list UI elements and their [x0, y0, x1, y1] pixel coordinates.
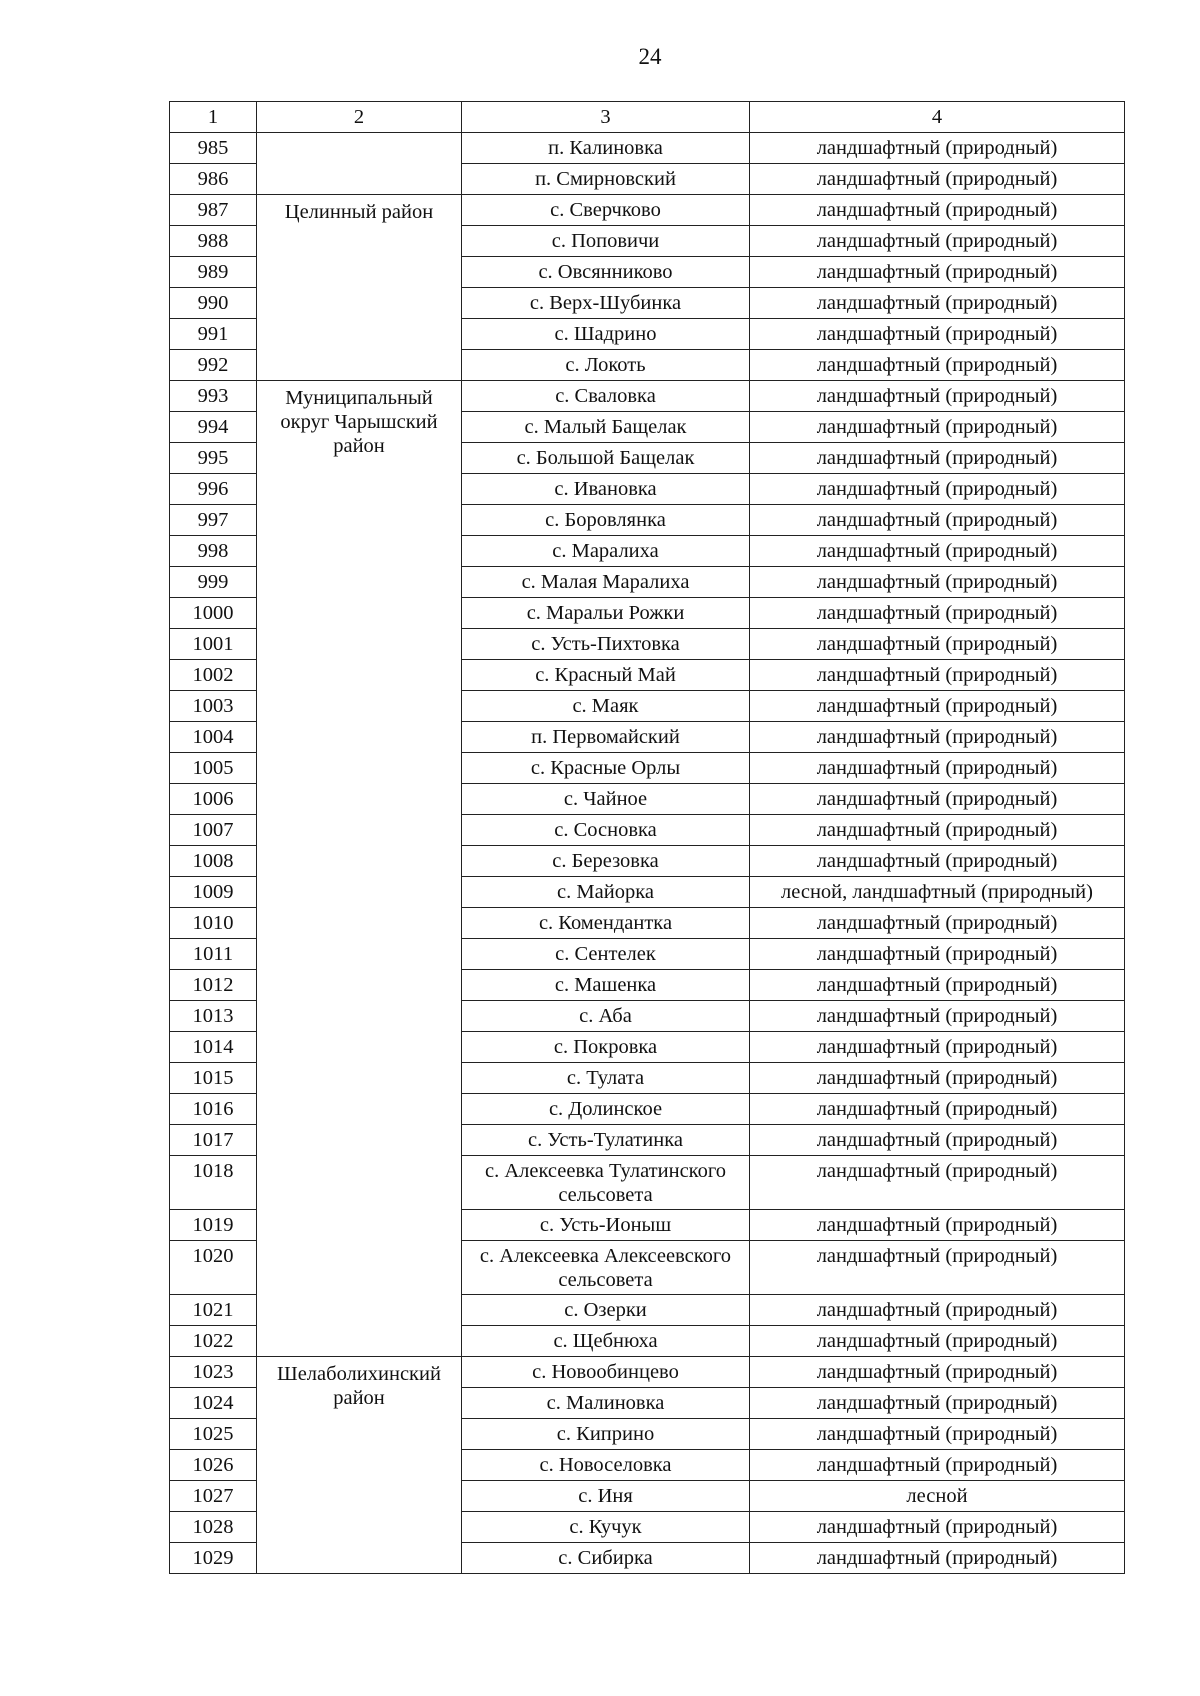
- type-cell: ландшафтный (природный): [750, 1388, 1125, 1419]
- table-row: [170, 1357, 1125, 1388]
- row-number: 1026: [170, 1450, 257, 1481]
- type-cell: ландшафтный (природный): [750, 908, 1125, 939]
- row-number: 986: [170, 164, 257, 195]
- row-number: 1005: [170, 753, 257, 784]
- type-cell: лесной: [750, 1481, 1125, 1512]
- row-number: 990: [170, 288, 257, 319]
- settlement-cell: с. Малиновка: [462, 1388, 750, 1419]
- row-number: 1001: [170, 629, 257, 660]
- type-cell: ландшафтный (природный): [750, 1094, 1125, 1125]
- settlement-cell: с. Тулата: [462, 1063, 750, 1094]
- type-cell: ландшафтный (природный): [750, 288, 1125, 319]
- settlement-cell: с. Верх-Шубинка: [462, 288, 750, 319]
- district-cell: Муниципальный округ Чарышский район: [257, 381, 462, 1357]
- row-number: 1000: [170, 598, 257, 629]
- settlement-cell: п. Калиновка: [462, 133, 750, 164]
- settlement-cell: с. Маральи Рожки: [462, 598, 750, 629]
- type-cell: ландшафтный (природный): [750, 381, 1125, 412]
- settlement-cell: с. Малая Маралиха: [462, 567, 750, 598]
- district-cell: Шелаболихинский район: [257, 1357, 462, 1574]
- district-cell: [257, 133, 462, 195]
- type-cell: ландшафтный (природный): [750, 1063, 1125, 1094]
- row-number: 1010: [170, 908, 257, 939]
- type-cell: ландшафтный (природный): [750, 505, 1125, 536]
- type-cell: ландшафтный (природный): [750, 1001, 1125, 1032]
- table-row: [170, 381, 1125, 412]
- type-cell: ландшафтный (природный): [750, 753, 1125, 784]
- settlement-cell: п. Смирновский: [462, 164, 750, 195]
- row-number: 1021: [170, 1295, 257, 1326]
- settlement-cell: с. Машенка: [462, 970, 750, 1001]
- settlement-cell: с. Щебнюха: [462, 1326, 750, 1357]
- row-number: 1017: [170, 1125, 257, 1156]
- type-cell: ландшафтный (природный): [750, 350, 1125, 381]
- row-number: 1020: [170, 1241, 257, 1295]
- row-number: 1025: [170, 1419, 257, 1450]
- column-header-4: 4: [750, 102, 1125, 133]
- type-cell: ландшафтный (природный): [750, 598, 1125, 629]
- type-cell: ландшафтный (природный): [750, 1450, 1125, 1481]
- row-number: 1016: [170, 1094, 257, 1125]
- type-cell: ландшафтный (природный): [750, 567, 1125, 598]
- row-number: 1019: [170, 1210, 257, 1241]
- row-number: 993: [170, 381, 257, 412]
- settlement-cell: с. Поповичи: [462, 226, 750, 257]
- settlement-cell: с. Овсянниково: [462, 257, 750, 288]
- settlement-cell: с. Усть-Пихтовка: [462, 629, 750, 660]
- type-cell: лесной, ландшафтный (природный): [750, 877, 1125, 908]
- row-number: 1014: [170, 1032, 257, 1063]
- column-header-3: 3: [462, 102, 750, 133]
- row-number: 1022: [170, 1326, 257, 1357]
- settlement-cell: с. Усть-Ионыш: [462, 1210, 750, 1241]
- row-number: 1024: [170, 1388, 257, 1419]
- settlement-cell: с. Красные Орлы: [462, 753, 750, 784]
- type-cell: ландшафтный (природный): [750, 1357, 1125, 1388]
- type-cell: ландшафтный (природный): [750, 1156, 1125, 1210]
- type-cell: ландшафтный (природный): [750, 443, 1125, 474]
- row-number: 999: [170, 567, 257, 598]
- settlement-cell: с. Сентелек: [462, 939, 750, 970]
- column-header-2: 2: [257, 102, 462, 133]
- settlement-cell: п. Первомайский: [462, 722, 750, 753]
- settlement-cell: с. Боровлянка: [462, 505, 750, 536]
- settlement-cell: с. Березовка: [462, 846, 750, 877]
- settlement-cell: с. Новоселовка: [462, 1450, 750, 1481]
- settlement-cell: с. Новообинцево: [462, 1357, 750, 1388]
- type-cell: ландшафтный (природный): [750, 784, 1125, 815]
- type-cell: ландшафтный (природный): [750, 195, 1125, 226]
- row-number: 996: [170, 474, 257, 505]
- row-number: 995: [170, 443, 257, 474]
- row-number: 1007: [170, 815, 257, 846]
- row-number: 1012: [170, 970, 257, 1001]
- type-cell: ландшафтный (природный): [750, 1326, 1125, 1357]
- settlement-cell: с. Комендантка: [462, 908, 750, 939]
- type-cell: ландшафтный (природный): [750, 970, 1125, 1001]
- row-number: 1004: [170, 722, 257, 753]
- row-number: 992: [170, 350, 257, 381]
- row-number: 1027: [170, 1481, 257, 1512]
- settlements-table: [169, 101, 1125, 1574]
- row-number: 991: [170, 319, 257, 350]
- row-number: 994: [170, 412, 257, 443]
- type-cell: ландшафтный (природный): [750, 846, 1125, 877]
- type-cell: ландшафтный (природный): [750, 1512, 1125, 1543]
- settlement-cell: с. Сверчково: [462, 195, 750, 226]
- row-number: 1008: [170, 846, 257, 877]
- row-number: 997: [170, 505, 257, 536]
- type-cell: ландшафтный (природный): [750, 939, 1125, 970]
- type-cell: ландшафтный (природный): [750, 1125, 1125, 1156]
- settlement-cell: с. Ивановка: [462, 474, 750, 505]
- settlement-cell: с. Сибирка: [462, 1543, 750, 1574]
- type-cell: ландшафтный (природный): [750, 660, 1125, 691]
- row-number: 1018: [170, 1156, 257, 1210]
- settlement-cell: с. Большой Бащелак: [462, 443, 750, 474]
- settlement-cell: с. Озерки: [462, 1295, 750, 1326]
- settlement-cell: с. Красный Май: [462, 660, 750, 691]
- type-cell: ландшафтный (природный): [750, 815, 1125, 846]
- row-number: 988: [170, 226, 257, 257]
- row-number: 1029: [170, 1543, 257, 1574]
- row-number: 1011: [170, 939, 257, 970]
- type-cell: ландшафтный (природный): [750, 1295, 1125, 1326]
- type-cell: ландшафтный (природный): [750, 319, 1125, 350]
- type-cell: ландшафтный (природный): [750, 164, 1125, 195]
- settlement-cell: с. Усть-Тулатинка: [462, 1125, 750, 1156]
- settlement-cell: с. Сваловка: [462, 381, 750, 412]
- table-body: [170, 133, 1125, 1574]
- type-cell: ландшафтный (природный): [750, 722, 1125, 753]
- row-number: 989: [170, 257, 257, 288]
- settlement-cell: с. Шадрино: [462, 319, 750, 350]
- row-number: 998: [170, 536, 257, 567]
- type-cell: ландшафтный (природный): [750, 1241, 1125, 1295]
- type-cell: ландшафтный (природный): [750, 474, 1125, 505]
- type-cell: ландшафтный (природный): [750, 226, 1125, 257]
- settlement-cell: с. Сосновка: [462, 815, 750, 846]
- settlement-cell: с. Иня: [462, 1481, 750, 1512]
- row-number: 985: [170, 133, 257, 164]
- settlement-cell: с. Кучук: [462, 1512, 750, 1543]
- type-cell: ландшафтный (природный): [750, 536, 1125, 567]
- settlement-cell: с. Майорка: [462, 877, 750, 908]
- settlement-cell: с. Локоть: [462, 350, 750, 381]
- type-cell: ландшафтный (природный): [750, 133, 1125, 164]
- page-number: 24: [638, 44, 662, 69]
- settlement-cell: с. Алексеевка Алексеевского сельсовета: [462, 1241, 750, 1295]
- table-row: [170, 195, 1125, 226]
- settlement-cell: с. Маралиха: [462, 536, 750, 567]
- type-cell: ландшафтный (природный): [750, 1032, 1125, 1063]
- row-number: 1009: [170, 877, 257, 908]
- settlement-cell: с. Покровка: [462, 1032, 750, 1063]
- settlement-cell: с. Аба: [462, 1001, 750, 1032]
- row-number: 1028: [170, 1512, 257, 1543]
- settlement-cell: с. Алексеевка Тулатинского сельсовета: [462, 1156, 750, 1210]
- row-number: 1002: [170, 660, 257, 691]
- settlement-cell: с. Чайное: [462, 784, 750, 815]
- row-number: 987: [170, 195, 257, 226]
- type-cell: ландшафтный (природный): [750, 1419, 1125, 1450]
- settlement-cell: с. Маяк: [462, 691, 750, 722]
- row-number: 1013: [170, 1001, 257, 1032]
- type-cell: ландшафтный (природный): [750, 257, 1125, 288]
- table-row: [170, 133, 1125, 164]
- row-number: 1003: [170, 691, 257, 722]
- settlement-cell: с. Малый Бащелак: [462, 412, 750, 443]
- row-number: 1006: [170, 784, 257, 815]
- settlement-cell: с. Киприно: [462, 1419, 750, 1450]
- district-cell: Целинный район: [257, 195, 462, 381]
- type-cell: ландшафтный (природный): [750, 691, 1125, 722]
- type-cell: ландшафтный (природный): [750, 1210, 1125, 1241]
- type-cell: ландшафтный (природный): [750, 412, 1125, 443]
- type-cell: ландшафтный (природный): [750, 1543, 1125, 1574]
- settlement-cell: с. Долинское: [462, 1094, 750, 1125]
- row-number: 1015: [170, 1063, 257, 1094]
- row-number: 1023: [170, 1357, 257, 1388]
- type-cell: ландшафтный (природный): [750, 629, 1125, 660]
- table-header-row: [170, 102, 1125, 133]
- column-header-1: 1: [170, 102, 257, 133]
